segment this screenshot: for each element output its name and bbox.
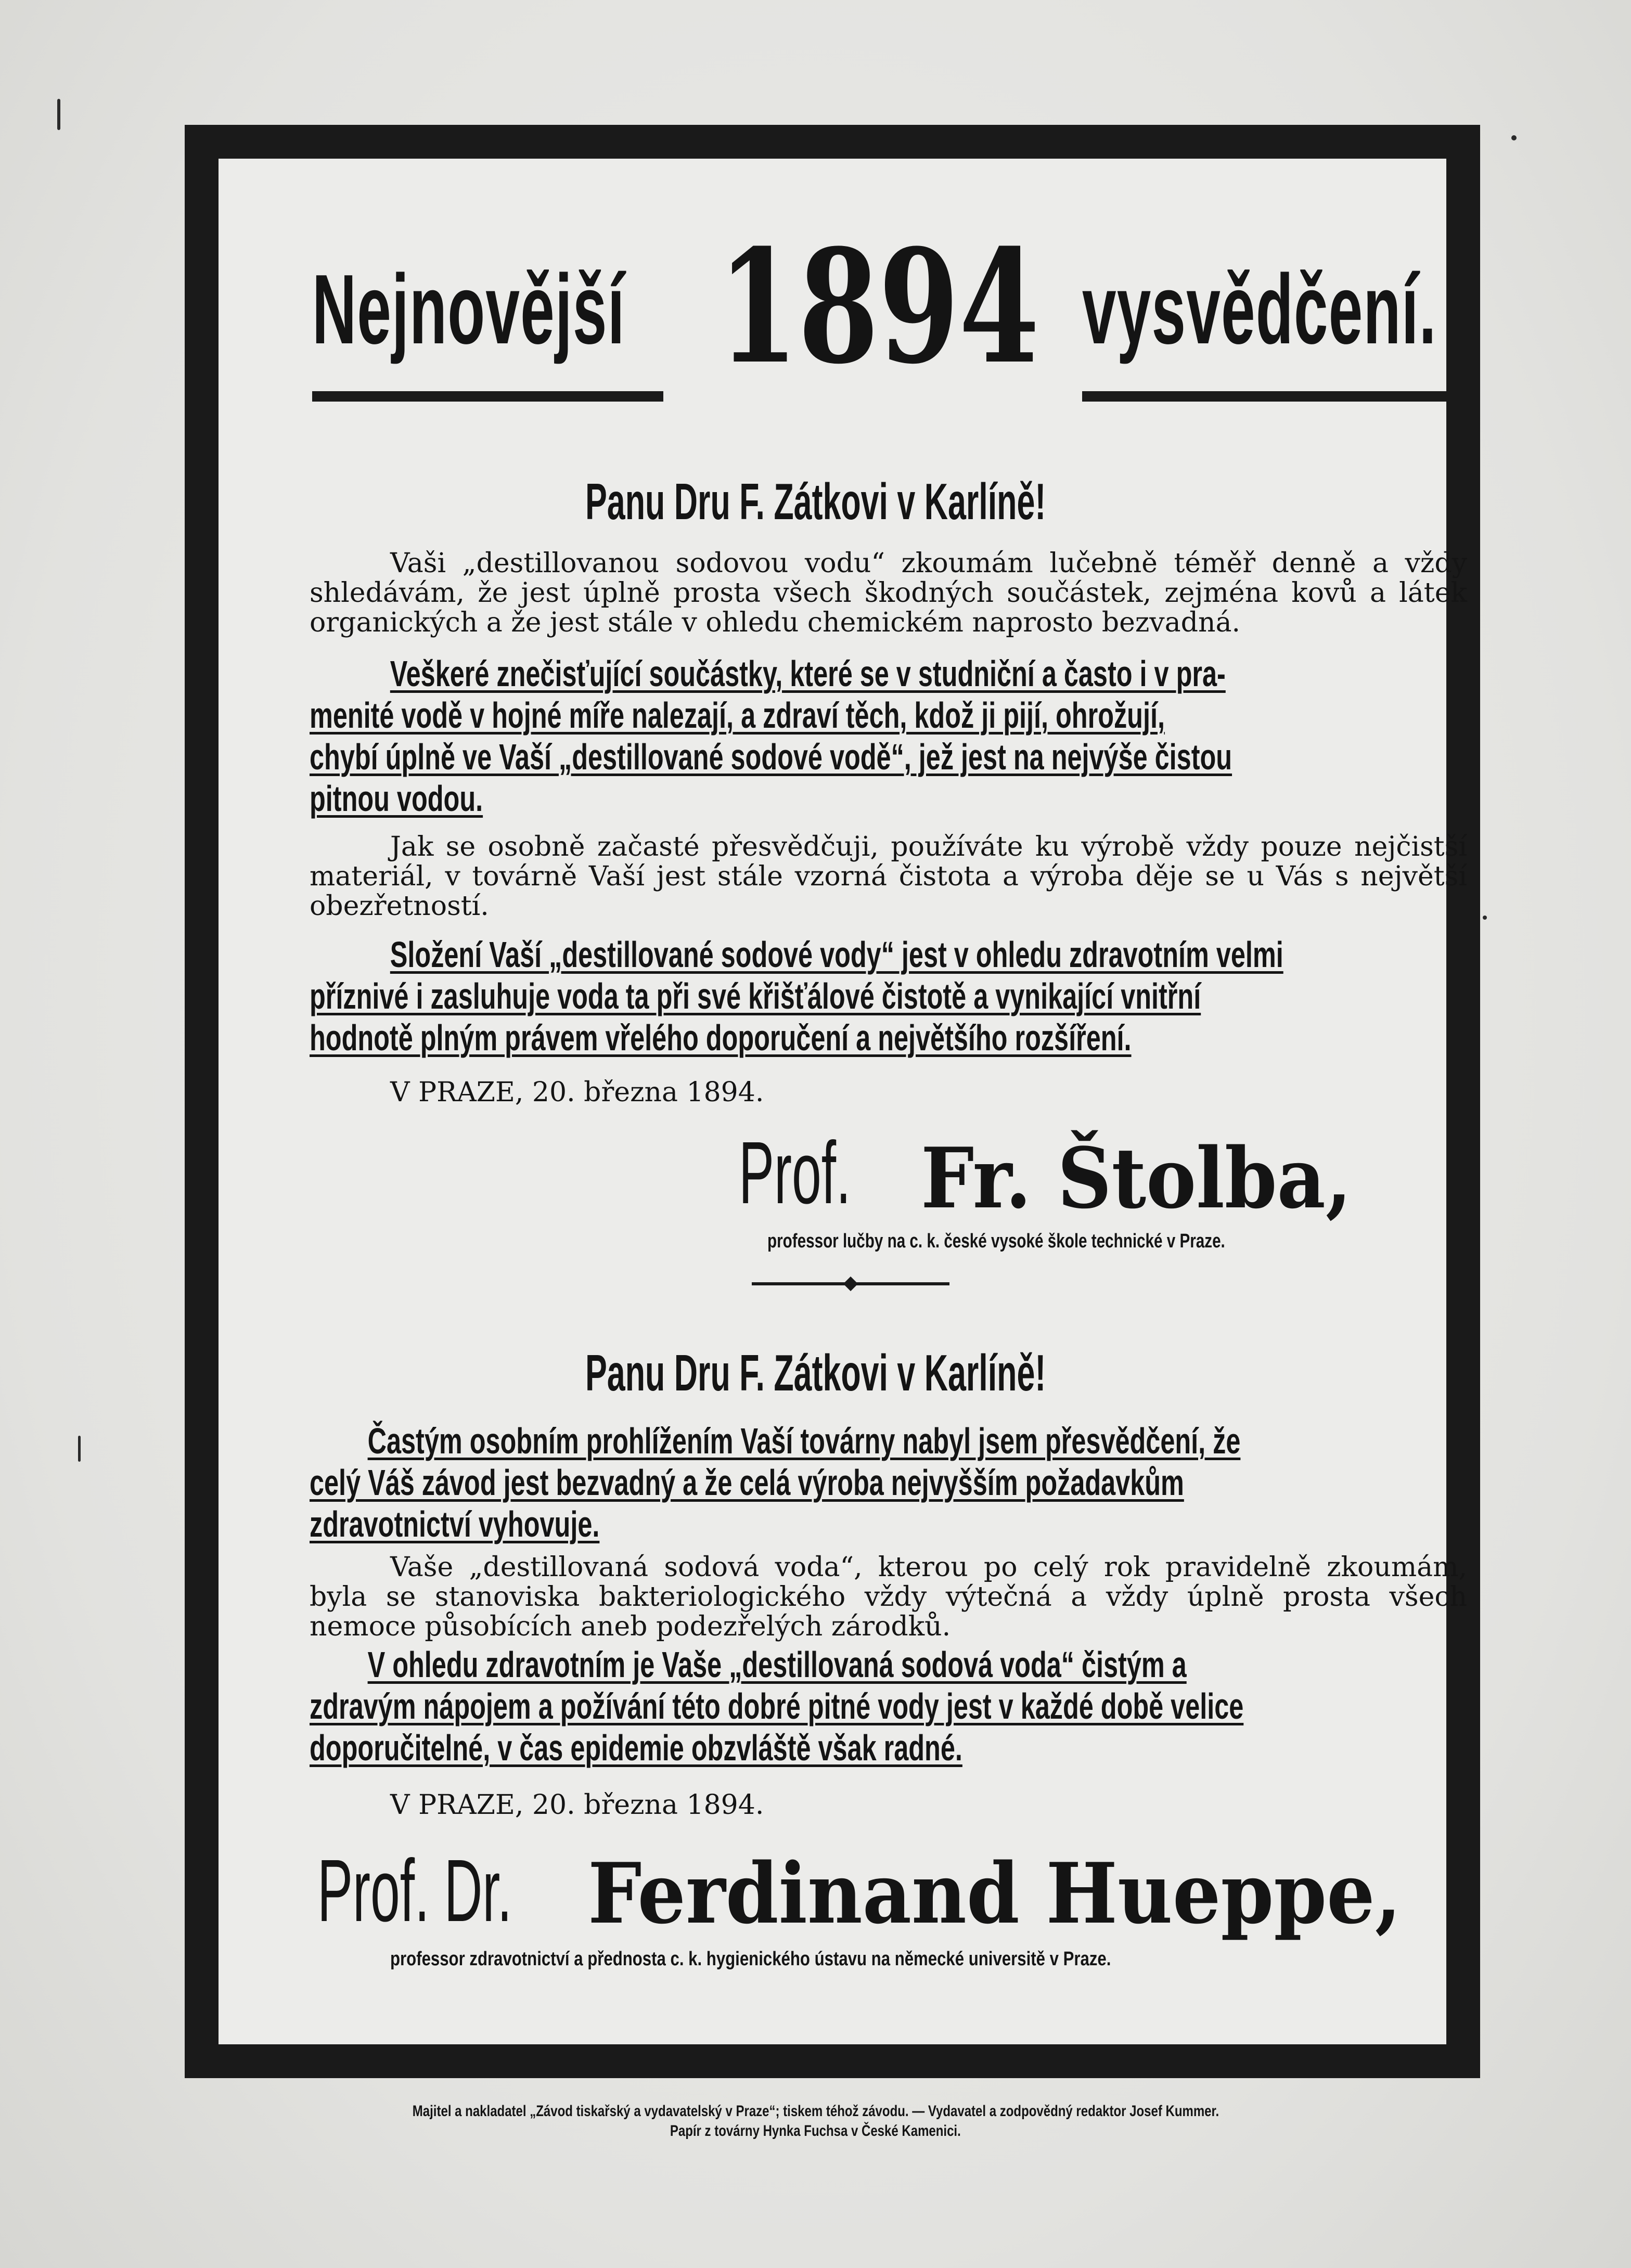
letter2-signature-name: Ferdinand Hueppe, [588,1845,1402,1942]
imprint-line-2: Papír z továrny Hynka Fuchsa v České Kamenici. [670,2122,961,2140]
scan-mark [57,99,60,130]
headline-year: 1894 [718,215,1039,398]
headline-left: Nejnovější [312,254,625,365]
letter1-signature-prefix: Prof. [739,1124,851,1222]
headline-right: vysvědčení. [1082,254,1437,365]
letter2-addressee: Panu Dru F. Zátkovi v Karlíně! [585,1344,1046,1401]
letter2-bold-paragraph-2: V ohledu zdravotním je Vaše „destillovaná sodová voda“ čistým a zdravým nápojem a požívání této dobré pitné vody jest v každé době velice doporučitelné, v čas epidemie obzvláště však radné. [310,1644,1244,1768]
scan-mark [1511,135,1517,140]
letter1-bold-paragraph-1: Veškeré znečisťující součástky, které se v studniční a často i v pra- menité vodě v hojné míře nalezají, a zdraví těch, kdož ji pijí, ohrožují, chybí úplně ve Vaší „destillované sodové vodě“, jež jest na nejvýše čistou pitnou vodou. [310,653,1232,819]
imprint-line-1: Majitel a nakladatel „Závod tiskařský a vydavatelský v Praze“; tiskem téhož závodu. — Vydavatel a zodpovědný redaktor Josef Kummer. [412,2103,1219,2120]
letter2-date: V PRAZE, 20. března 1894. [390,1789,764,1821]
letter1-date: V PRAZE, 20. března 1894. [390,1077,764,1108]
letter1-paragraph-2: Jak se osobně začasté přesvědčuji, používáte ku výrobě vždy pouze nejčistší materiál, v továrně Vaší jest stále vzorná čistota a výroba děje se u Vás s největší obezřetností. [310,831,1467,922]
letter1-bold-paragraph-2: Složení Vaší „destillované sodové vody“ jest v ohledu zdravotním velmi příznivé i zasluhuje voda ta při své křišťálové čistotě a vynikající vnitřní hodnotě plným právem vřelého doporučení a největšího rozšíření. [310,934,1283,1058]
letter2-signature-title: professor zdravotnictví a přednosta c. k. hygienického ústavu na německé universitě v Praze. [390,1948,1111,1970]
letter1-addressee: Panu Dru F. Zátkovi v Karlíně! [585,473,1046,530]
letter1-paragraph-1: Vaši „destillovanou sodovou vodu“ zkoumám lučebně téměř denně a vždy shledávám, že jest úplně prosta všech škodných součástek, zejména kovů a látek organických a že jest stále v ohledu chemickém naprosto bezvadná. [310,548,1467,638]
headline-rule-left [312,391,663,402]
headline-rule-right [1082,391,1467,402]
scan-mark [1483,916,1487,920]
letter2-bold-paragraph-1: Častým osobním prohlížením Vaší továrny nabyl jsem přesvědčení, že celý Váš závod jest bezvadný a že celá výroba nejvyšším požadavkům zdravotnictví vyhovuje. [310,1421,1241,1544]
letter2-paragraph-1: Vaše „destillovaná sodová voda“, kterou po celý rok pravidelně zkoumám, byla se stanoviska bakteriologického vždy výtečná a vždy úplně prosta všech nemoce působících aneb podezřelých zárodků. [310,1552,1467,1642]
headline [312,215,1467,406]
scan-mark [78,1436,81,1462]
letter2-signature-prefix: Prof. Dr. [317,1841,512,1940]
letter1-signature-title: professor lučby na c. k. české vysoké škole technické v Praze. [767,1230,1225,1252]
letter1-signature-name: Fr. Štolba, [921,1129,1352,1227]
